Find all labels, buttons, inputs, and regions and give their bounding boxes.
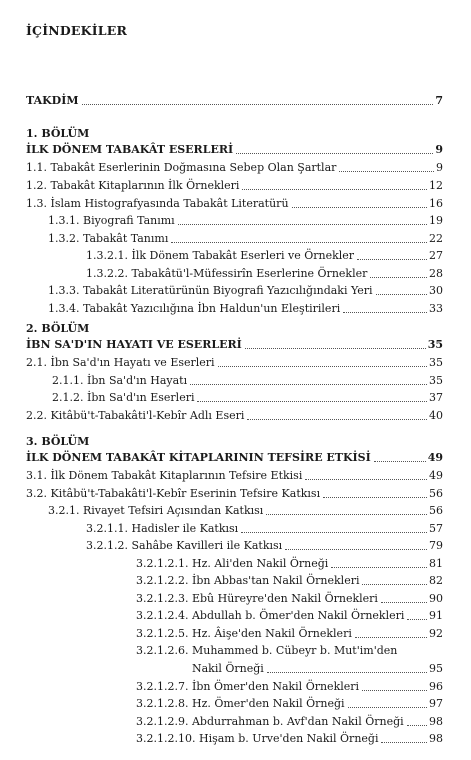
toc-entry-section2-title[interactable]: [26, 333, 443, 352]
toc-label: 2.1.1. İbn Sa'd'ın Hayatı: [52, 374, 188, 387]
toc-page-number: 27: [429, 249, 443, 262]
toc-label: 3.2.1.2.2. İbn Abbas'tan Nakil Örnekleri: [136, 574, 360, 587]
dot-leader: [323, 497, 427, 498]
toc-entry[interactable]: [136, 604, 443, 623]
dot-leader: [381, 602, 427, 603]
toc-page-number: 56: [429, 504, 443, 517]
toc-label: 1.1. Tabakât Eserlerinin Doğmasına Sebep Olan Şartlar: [26, 161, 337, 174]
toc-label: İLK DÖNEM TABAKÂT ESERLERİ: [26, 143, 234, 156]
toc-page-number: 7: [435, 94, 443, 107]
toc-label: İLK DÖNEM TABAKÂT KİTAPLARININ TEFSİRE ETKİSİ: [26, 451, 371, 464]
toc-page-number: 35: [429, 356, 443, 369]
toc-entry[interactable]: [136, 569, 443, 588]
dot-leader: [348, 707, 427, 708]
toc-entry[interactable]: [136, 727, 443, 746]
toc-entry[interactable]: [192, 657, 443, 676]
toc-page-number: 56: [429, 487, 443, 500]
toc-entry[interactable]: [26, 351, 443, 370]
toc-label: 1.3.2. Tabakât Tanımı: [48, 232, 169, 245]
dot-leader: [339, 171, 434, 172]
toc-page-number: 49: [427, 451, 443, 464]
toc-page-number: 91: [429, 609, 443, 622]
dot-leader: [305, 479, 427, 480]
dot-leader: [197, 401, 427, 402]
toc-entry[interactable]: [86, 534, 443, 553]
toc-label: 1.3.3. Tabakât Literatürünün Biyografi Yazıcılığındaki Yeri: [48, 284, 373, 297]
toc-entry[interactable]: [48, 499, 443, 518]
toc-entry[interactable]: [26, 156, 443, 175]
toc-page-number: 40: [429, 409, 443, 422]
toc-entry-section1-title[interactable]: [26, 138, 443, 157]
section-heading-2: 2. BÖLÜM: [26, 322, 90, 335]
dot-leader: [357, 259, 427, 260]
toc-page-number: 57: [429, 522, 443, 535]
toc-entry[interactable]: [26, 404, 443, 423]
toc-label: 3.2.1.2.1. Hz. Ali'den Nakil Örneği: [136, 557, 329, 570]
toc-label: 1.2. Tabakât Kitaplarının İlk Örnekleri: [26, 179, 240, 192]
dot-leader: [374, 461, 426, 462]
toc-page-number: 82: [429, 574, 443, 587]
toc-label: 1.3.2.2. Tabakâtü'l-Müfessirîn Eserlerine Örnekler: [86, 267, 368, 280]
toc-label: 1.3.2.1. İlk Dönem Tabakât Eserleri ve Örnekler: [86, 249, 355, 262]
toc-page-number: 98: [429, 732, 443, 745]
toc-entry[interactable]: [48, 297, 443, 316]
toc-page-number: 30: [429, 284, 443, 297]
toc-label: TAKDİM: [26, 94, 79, 107]
toc-entry[interactable]: [26, 174, 443, 193]
dot-leader: [407, 619, 427, 620]
toc-page-number: 92: [429, 627, 443, 640]
toc-entry[interactable]: [26, 464, 443, 483]
toc-page-number: 95: [429, 662, 443, 675]
dot-leader: [245, 348, 426, 349]
toc-page-number: 9: [436, 161, 443, 174]
toc-label: 3.1. İlk Dönem Tabakât Kitaplarının Tefsire Etkisi: [26, 469, 303, 482]
toc-label: 3.2.1.2.8. Hz. Ömer'den Nakil Örneği: [136, 697, 345, 710]
dot-leader: [190, 384, 427, 385]
dot-leader: [266, 514, 427, 515]
toc-label: 1.3.4. Tabakât Yazıcılığına İbn Haldun'un Eleştirileri: [48, 302, 341, 315]
toc-label: 2.2. Kitâbü't-Tabakâti'l-Kebîr Adlı Eseri: [26, 409, 245, 422]
dot-leader: [343, 312, 427, 313]
toc-label: Nakil Örneği: [192, 662, 264, 675]
toc-label: 3.2.1.2.7. İbn Ömer'den Nakil Örnekleri: [136, 680, 360, 693]
toc-page-number: 98: [429, 715, 443, 728]
toc-page-number: 37: [429, 391, 443, 404]
toc-page-number: 90: [429, 592, 443, 605]
dot-leader: [370, 277, 427, 278]
toc-entry[interactable]: [136, 622, 443, 641]
dot-leader: [331, 567, 427, 568]
toc-page-number: 28: [429, 267, 443, 280]
page-title: İÇİNDEKİLER: [26, 23, 128, 38]
toc-page-number: 19: [429, 214, 443, 227]
toc-page-number: 12: [429, 179, 443, 192]
toc-page-number: 16: [429, 197, 443, 210]
dot-leader: [82, 104, 434, 105]
toc-entry[interactable]: [86, 244, 443, 263]
toc-page-number: 81: [429, 557, 443, 570]
dot-leader: [292, 207, 427, 208]
toc-page-number: 35: [429, 374, 443, 387]
dot-leader: [218, 366, 427, 367]
toc-entry-section3-title[interactable]: [26, 446, 443, 465]
toc-page-number: 33: [429, 302, 443, 315]
dot-leader: [362, 690, 427, 691]
toc-label: 3.2.1.1. Hadisler ile Katkısı: [86, 522, 239, 535]
dot-leader: [285, 549, 427, 550]
toc-label: 3.2.1. Rivayet Tefsiri Açısından Katkısı: [48, 504, 264, 517]
toc-page-number: 97: [429, 697, 443, 710]
toc-entry-takdim[interactable]: [26, 89, 443, 108]
toc-label: 1.3. İslam Histografyasında Tabakât Literatürü: [26, 197, 289, 210]
dot-leader: [236, 153, 433, 154]
dot-leader: [355, 637, 427, 638]
toc-page-number: 35: [427, 338, 443, 351]
toc-page-number: 22: [429, 232, 443, 245]
toc-label: 1.3.1. Biyografi Tanımı: [48, 214, 175, 227]
toc-label: 3.2.1.2.5. Hz. Âişe'den Nakil Örnekleri: [136, 627, 352, 640]
dot-leader: [247, 419, 427, 420]
toc-label: 3.2.1.2. Sahâbe Kavilleri ile Katkısı: [86, 539, 283, 552]
dot-leader: [171, 242, 427, 243]
dot-leader: [376, 294, 427, 295]
dot-leader: [242, 189, 427, 190]
toc-entry[interactable]: [48, 279, 443, 298]
toc-page-number: 49: [429, 469, 443, 482]
toc-entry[interactable]: [52, 386, 443, 405]
toc-entry-wrapped-first-line[interactable]: 3.2.1.2.6. Muhammed b. Cübeyr b. Mut'im'den: [136, 644, 398, 657]
toc-entry[interactable]: [136, 692, 443, 711]
toc-label: 2.1.2. İbn Sa'd'ın Eserleri: [52, 391, 195, 404]
toc-entry[interactable]: [48, 209, 443, 228]
dot-leader: [241, 532, 427, 533]
toc-label: 3.2.1.2.4. Abdullah b. Ömer'den Nakil Örnekleri: [136, 609, 405, 622]
dot-leader: [407, 725, 427, 726]
section-heading-1: 1. BÖLÜM: [26, 127, 90, 140]
toc-label: 3.2.1.2.10. Hişam b. Urve'den Nakil Örneği: [136, 732, 379, 745]
toc-label: 2.1. İbn Sa'd'ın Hayatı ve Eserleri: [26, 356, 215, 369]
toc-page-number: 79: [429, 539, 443, 552]
toc-page-number: 96: [429, 680, 443, 693]
toc-label: 3.2. Kitâbü't-Tabakâti'l-Kebîr Eserinin Tefsire Katkısı: [26, 487, 321, 500]
toc-page-number: 9: [435, 143, 443, 156]
dot-leader: [362, 584, 427, 585]
toc-label: 3.2.1.2.9. Abdurrahman b. Avf'dan Nakil Örneği: [136, 715, 404, 728]
toc-label: 3.2.1.2.3. Ebû Hüreyre'den Nakil Örnekleri: [136, 592, 378, 605]
dot-leader: [178, 224, 427, 225]
dot-leader: [267, 672, 427, 673]
toc-label: İBN SA'D'IN HAYATI VE ESERLERİ: [26, 338, 242, 351]
dot-leader: [381, 742, 427, 743]
section-heading-3: 3. BÖLÜM: [26, 435, 90, 448]
